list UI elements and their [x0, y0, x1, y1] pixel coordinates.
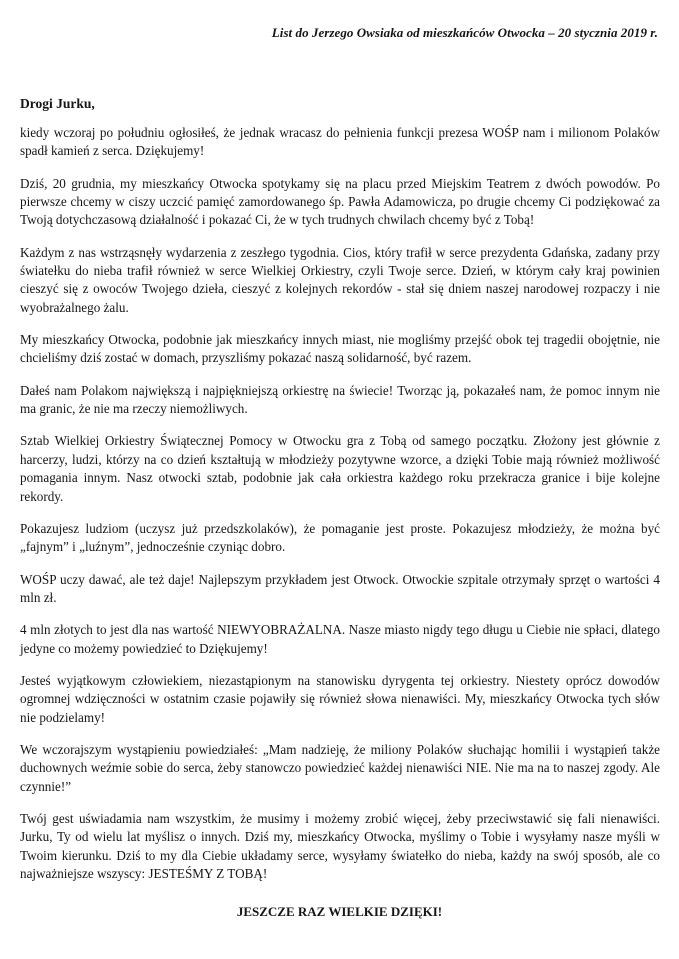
- closing-line: JESZCZE RAZ WIELKIE DZIĘKI!: [236, 904, 443, 919]
- paragraph-5: Dałeś nam Polakom największą i najpiękniejszą orkiestrę na świecie! Tworząc ją, pokazałeś nam, że pomoc innym nie ma granic, że nie ma rzeczy niemożliwych.: [20, 382, 660, 417]
- paragraph-8: WOŚP uczy dawać, ale też daje! Najlepszym przykładem jest Otwock. Otwockie szpitale otrzymały sprzęt o wartości 4 mln zł.: [20, 571, 660, 605]
- paragraph-2: Dziś, 20 grudnia, my mieszkańcy Otwocka spotykamy się na placu przed Miejskim Teatrem z dwóch powodów. Po pierwsze chcemy w ciszy uczcić pamięć zamordowanego śp. Pawła Adamowicza, po drugie chcemy Ci podziękować za Twoją dotychczasową działalność i pokazać Ci, że w tych trudnych chwilach chcemy być z Tobą!: [20, 175, 660, 228]
- paragraph-11: We wczorajszym wystąpieniu powiedziałeś: „Mam nadzieję, że miliony Polaków słuchając homilii i wystąpień także duchownych weźmie sobie do serca, żeby stanowczo powiedzieć każdej nienawiści NIE. Nie ma na to naszej zgody. Ale czynnie!”: [20, 741, 660, 794]
- greeting: Drogi Jurku,: [20, 96, 95, 111]
- paragraph-1: kiedy wczoraj po południu ogłosiłeś, że jednak wracasz do pełnienia funkcji prezesa WOŚP nam i milionom Polaków spadł kamień z serca. Dziękujemy!: [20, 125, 660, 159]
- paragraph-12: Twój gest uświadamia nam wszystkim, że musimy i możemy zrobić więcej, żeby przeciwstawić się fali nienawiści. Jurku, Ty od wielu lat myślisz o innych. Dziś my, mieszkańcy Otwocka, myślimy o Tobie i wysyłamy nasze myśli w Twoim kierunku. Dziś to my dla Ciebie układamy serce, wysyłamy światełko do nieba, każdy na swój sposób, ale co najważniejsze wszyscy: JESTEŚMY Z TOBĄ!: [20, 810, 660, 881]
- letter-body: [20, 124, 660, 897]
- paragraph-6: Sztab Wielkiej Orkiestry Świątecznej Pomocy w Otwocku gra z Tobą od samego początku. Złożony jest głównie z harcerzy, ludzi, którzy na co dzień kształtują w młodzieży pozytywne wzorce, a dzięki Tobie mają również możliwość pomagania innym. Nasz otwocki sztab, podobnie jak cała orkiestra każdego roku przekracza granice i bije kolejne rekordy.: [20, 433, 660, 504]
- paragraph-10: Jesteś wyjątkowym człowiekiem, niezastąpionym na stanowisku dyrygenta tej orkiestry. Niestety oprócz dowodów ogromnej wdzięczności w ostatnim czasie pojawiły się również słowa nienawiści. My, mieszkańcy Otwocka tych słów nie podzielamy!: [20, 672, 660, 725]
- paragraph-9: 4 mln złotych to jest dla nas wartość NIEWYOBRAŻALNA. Nasze miasto nigdy tego długu u Ciebie nie spłaci, dlatego jedyne co możemy powiedzieć to Dziękujemy!: [20, 622, 660, 656]
- paragraph-7: Pokazujesz ludziom (uczysz już przedszkolaków), że pomaganie jest proste. Pokazujesz młodzieży, że można być „fajnym” i „luźnym”, jednocześnie czyniąc dobro.: [20, 520, 660, 555]
- paragraph-3: Każdym z nas wstrząsnęły wydarzenia z zeszłego tygodnia. Cios, który trafił w serce prezydenta Gdańska, zadany przy światełku do nieba trafił również w serce Wielkiej Orkiestry, czyli Twoje serce. Dzień, w którym cały kraj powinien cieszyć się z owoców Twojego dzieła, cieszyć z kolejnych rekordów - stał się dniem naszej narodowej rozpaczy i nie wyobrażalnego żalu.: [20, 244, 660, 315]
- letter-header: List do Jerzego Owsiaka od mieszkańców Otwocka – 20 stycznia 2019 r.: [271, 25, 658, 40]
- paragraph-4: My mieszkańcy Otwocka, podobnie jak mieszkańcy innych miast, nie mogliśmy przejść obok tej tragedii obojętnie, nie chcieliśmy dziś zostać w domach, przyszliśmy pokazać naszą solidarność, być razem.: [20, 332, 660, 366]
